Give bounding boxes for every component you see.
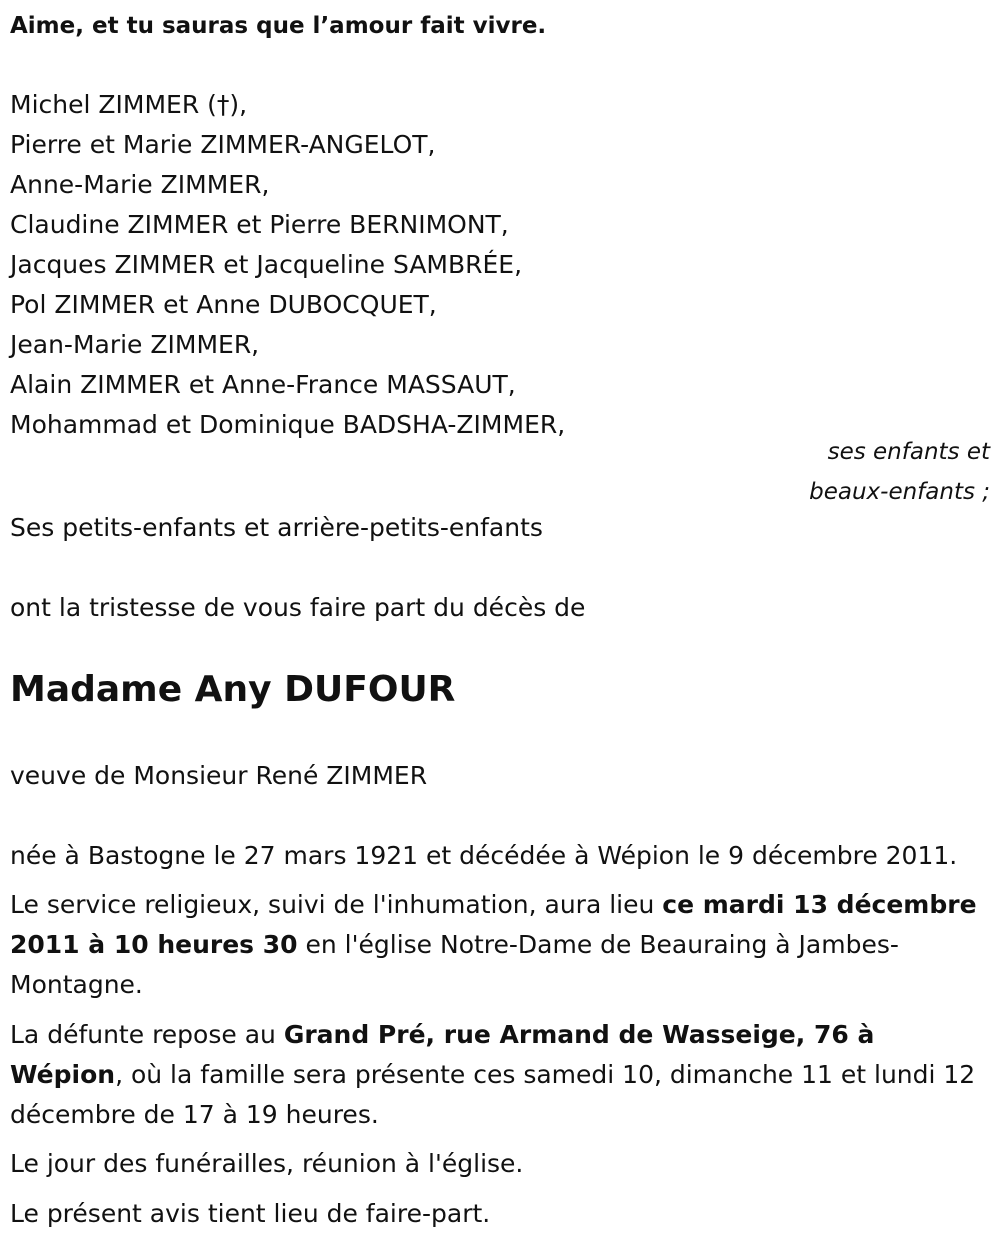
announcement-line: ont la tristesse de vous faire part du décès de <box>10 593 586 622</box>
funeral-day-line: Le jour des funérailles, réunion à l'église. <box>10 1149 524 1178</box>
family-list <box>10 88 565 448</box>
family-member: Jacques ZIMMER et Jacqueline SAMBRÉE, <box>10 250 523 279</box>
epigraph: Aime, et tu sauras que l’amour fait vivre. <box>10 13 547 39</box>
family-member: Michel ZIMMER (†), <box>10 90 248 119</box>
family-member: Pierre et Marie ZIMMER-ANGELOT, <box>10 130 436 159</box>
repose-paragraph <box>10 1015 995 1135</box>
repose-address: Grand Pré, rue Armand de Wasseige, 76 à Wépion <box>10 1020 875 1089</box>
widow-of-line: veuve de Monsieur René ZIMMER <box>10 761 428 790</box>
service-text: Le service religieux, suivi de l'inhumation, aura lieu <box>10 890 663 919</box>
relation-line: ses enfants et <box>827 439 990 465</box>
closing-line: Le présent avis tient lieu de faire-part. <box>10 1199 491 1228</box>
service-date: ce mardi 13 décembre 2011 à 10 heures 30 <box>10 890 977 959</box>
service-paragraph <box>10 885 995 1005</box>
family-member: Mohammad et Dominique BADSHA-ZIMMER, <box>10 410 566 439</box>
family-member: Anne-Marie ZIMMER, <box>10 170 270 199</box>
birth-death-line: née à Bastogne le 27 mars 1921 et décédée à Wépion le 9 décembre 2011. <box>10 841 958 870</box>
relation-note <box>730 432 990 512</box>
deceased-name: Madame Any DUFOUR <box>10 669 456 710</box>
family-member: Jean-Marie ZIMMER, <box>10 330 260 359</box>
family-member: Claudine ZIMMER et Pierre BERNIMONT, <box>10 210 509 239</box>
family-member: Pol ZIMMER et Anne DUBOCQUET, <box>10 290 437 319</box>
repose-text: La défunte repose au <box>10 1020 284 1049</box>
service-place: en l'église Notre-Dame de Beauraing à Jambes-Montagne. <box>10 930 899 999</box>
family-member: Alain ZIMMER et Anne-France MASSAUT, <box>10 370 516 399</box>
grandchildren-line: Ses petits-enfants et arrière-petits-enfants <box>10 513 543 542</box>
repose-hours: , où la famille sera présente ces samedi 10, dimanche 11 et lundi 12 décembre de 17 à 19 heures. <box>10 1060 976 1129</box>
relation-line: beaux-enfants ; <box>809 479 990 505</box>
